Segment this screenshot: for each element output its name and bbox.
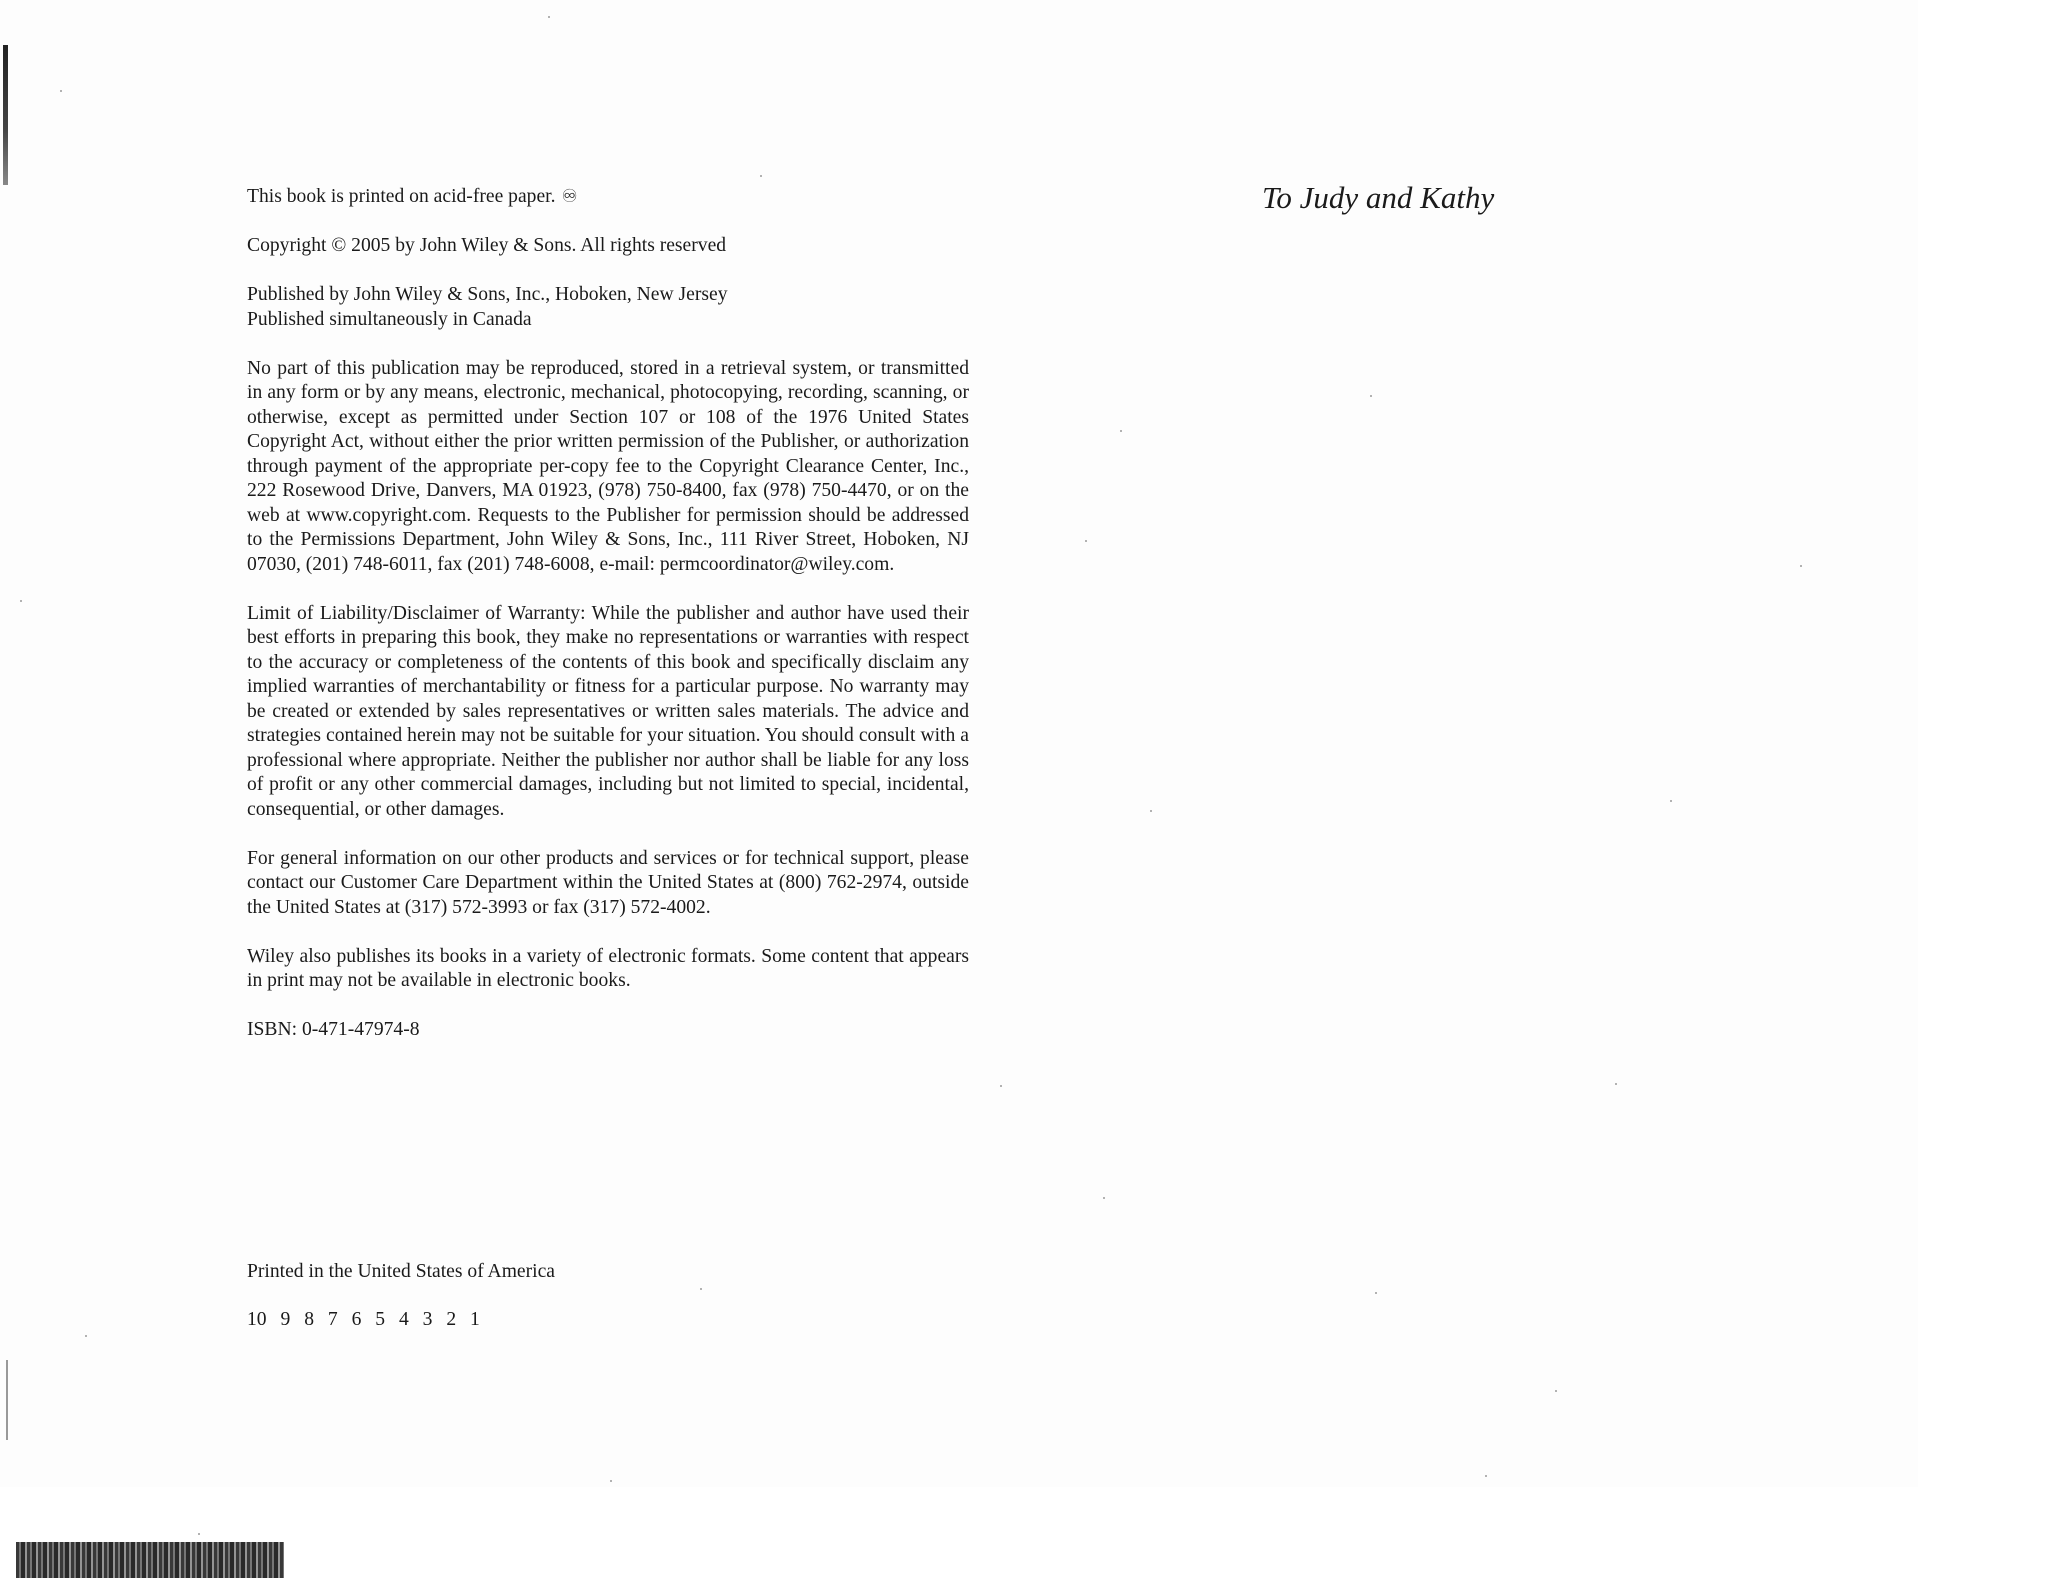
acid-free-infinity-icon: ♾ xyxy=(561,186,578,206)
acid-free-notice xyxy=(247,184,969,210)
dust-speck xyxy=(60,90,62,92)
dust-speck xyxy=(1150,810,1152,812)
dust-speck xyxy=(85,1335,87,1337)
dust-speck xyxy=(1800,565,1802,567)
dust-speck xyxy=(1120,430,1122,432)
permissions-paragraph: No part of this publication may be reproduced, stored in a retrieval system, or transmitted in any form or by any means, electronic, mechanical, photocopying, recording, scanning, or otherwise, except as permitted under Section 107 or 108 of the 1976 United States Copyright Act, without either the prior written permission of the Publisher, or authorization through payment of the appropriate per-copy fee to the Copyright Clearance Center, Inc., 222 Rosewood Drive, Danvers, MA 01923, (978) 750-8400, fax (978) 750-4470, or on the web at www.copyright.com. Requests to the Publisher for permission should be addressed to the Permissions Department, John Wiley & Sons, Inc., 111 River Street, Hoboken, NJ 07030, (201) 748-6011, fax (201) 748-6008, e-mail: permcoordinator@wiley.com. xyxy=(247,357,969,575)
dust-speck xyxy=(1670,800,1672,802)
acid-free-text: This book is printed on acid-free paper. xyxy=(247,186,556,207)
published-canada: Published simultaneously in Canada xyxy=(247,308,532,330)
copyright-line: Copyright © 2005 by John Wiley & Sons. All rights reserved xyxy=(247,235,727,256)
dust-speck xyxy=(548,16,550,18)
dust-speck xyxy=(1375,1292,1377,1294)
dust-speck xyxy=(1103,1197,1105,1199)
dust-speck xyxy=(1555,1390,1557,1392)
binding-shadow-mark-lower xyxy=(6,1360,8,1440)
dust-speck xyxy=(610,1480,612,1482)
dust-speck xyxy=(1000,1085,1002,1087)
copyright-page xyxy=(247,184,969,1067)
electronic-formats-paragraph: Wiley also publishes its books in a variety of electronic formats. Some content that appears in print may not be available in electronic books. xyxy=(247,945,969,991)
published-by: Published by John Wiley & Sons, Inc., Hoboken, New Jersey xyxy=(247,284,728,305)
dedication: To Judy and Kathy xyxy=(1262,180,1495,215)
dust-speck xyxy=(1615,1083,1617,1085)
dust-speck xyxy=(1485,1475,1487,1477)
dust-speck xyxy=(700,1288,702,1290)
dust-speck xyxy=(1370,395,1372,397)
right-scan-margin xyxy=(1918,0,2048,1582)
printed-in-line: Printed in the United States of America xyxy=(247,1261,555,1282)
dust-speck xyxy=(20,600,22,602)
isbn: ISBN: 0-471-47974-8 xyxy=(247,1019,420,1040)
bottom-scan-margin xyxy=(0,1487,2048,1582)
publisher-block xyxy=(247,283,969,332)
dust-speck xyxy=(1085,540,1087,542)
scanner-noise-bar xyxy=(16,1542,284,1578)
binding-shadow-mark xyxy=(3,45,8,185)
printing-number-line: 10 9 8 7 6 5 4 3 2 1 xyxy=(247,1309,480,1330)
dust-speck xyxy=(760,175,762,177)
support-paragraph: For general information on our other products and services or for technical support, please contact our Customer Care Department within the United States at (800) 762-2974, outside the United States at (317) 572-3993 or fax (317) 572-4002. xyxy=(247,847,969,918)
dust-speck xyxy=(198,1533,200,1535)
disclaimer-paragraph: Limit of Liability/Disclaimer of Warranty: While the publisher and author have used their best efforts in preparing this book, they make no representations or warranties with respect to the accuracy or completeness of the contents of this book and specifically disclaim any implied warranties of merchantability or fitness for a particular purpose. No warranty may be created or extended by sales representatives or written sales materials. The advice and strategies contained herein may not be suitable for your situation. You should consult with a professional where appropriate. Neither the publisher nor author shall be liable for any loss of profit or any other commercial damages, including but not limited to special, incidental, consequential, or other damages. xyxy=(247,602,969,820)
